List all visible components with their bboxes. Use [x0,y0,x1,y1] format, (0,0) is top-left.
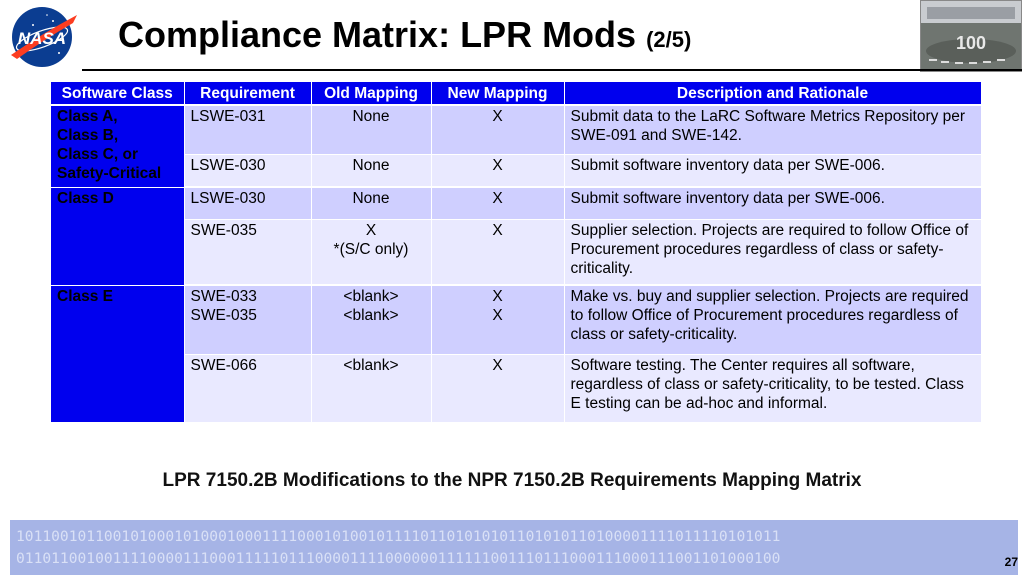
anniversary-photo [920,0,1022,72]
requirement-cell: LSWE-030 [184,187,311,219]
description-cell: Submit data to the LaRC Software Metrics Repository per SWE-091 and SWE-142. [564,105,981,154]
column-header-requirement: Requirement [184,82,311,105]
table-row [51,354,981,422]
title-page-indicator: (2/5) [646,27,692,52]
description-cell: Submit software inventory data per SWE-006. [564,154,981,187]
class-cell-d: Class D [51,187,184,285]
table-row [51,219,981,285]
requirement-cell: SWE-035 [184,219,311,285]
description-cell: Make vs. buy and supplier selection. Projects are required to follow Office of Procurement procedures regardless of class or safety-criticality. [564,285,981,354]
svg-text:100: 100 [955,33,987,53]
table-row [51,187,981,219]
page-title [118,14,691,56]
new-mapping-cell: X [431,154,564,187]
old-mapping-cell: None [311,105,431,154]
old-mapping-cell: <blank> <blank> [311,285,431,354]
old-mapping-cell: <blank> [311,354,431,422]
new-mapping-cell: X [431,219,564,285]
requirement-cell: LSWE-031 [184,105,311,154]
table-header-row [51,82,981,105]
class-cell-e: Class E [51,285,184,422]
requirement-cell: SWE-033 SWE-035 [184,285,311,354]
column-header-new-mapping: New Mapping [431,82,564,105]
table-row [51,154,981,187]
old-mapping-cell: None [311,187,431,219]
page-number: 27 [1004,555,1018,569]
table-caption: LPR 7150.2B Modifications to the NPR 7150.2B Requirements Mapping Matrix [162,470,862,491]
requirement-cell: SWE-066 [184,354,311,422]
column-header-software-class: Software Class [51,82,184,105]
column-header-description: Description and Rationale [564,82,981,105]
svg-text:NASA: NASA [17,29,67,48]
column-header-old-mapping: Old Mapping [311,82,431,105]
title-divider [82,69,1022,71]
new-mapping-cell: X X [431,285,564,354]
class-cell-abc-safety-critical: Class A, Class B, Class C, or Safety-Critical [51,105,184,187]
binary-line-1: 101100101100101000101000100011110001010010111101101010101101010110100001111011110101011 [16,528,781,545]
new-mapping-cell: X [431,187,564,219]
compliance-matrix-table [51,82,982,423]
nasa-logo [3,3,81,69]
old-mapping-cell: X *(S/C only) [311,219,431,285]
description-cell: Supplier selection. Projects are required to follow Office of Procurement procedures regardless of class or safety-criticality. [564,219,981,285]
description-cell: Software testing. The Center requires all software, regardless of class or safety-criticality, to be tested. Class E testing can be ad-hoc and informal. [564,354,981,422]
old-mapping-cell: None [311,154,431,187]
title-main: Compliance Matrix: LPR Mods [118,14,637,55]
table-row [51,105,981,154]
binary-line-2: 011011001001111000011100011111011100001111000000111111001110111000111000111001101000100 [16,550,781,567]
new-mapping-cell: X [431,105,564,154]
requirement-cell: LSWE-030 [184,154,311,187]
description-cell: Submit software inventory data per SWE-006. [564,187,981,219]
table-row [51,285,981,354]
new-mapping-cell: X [431,354,564,422]
binary-footer-band [10,520,1018,575]
